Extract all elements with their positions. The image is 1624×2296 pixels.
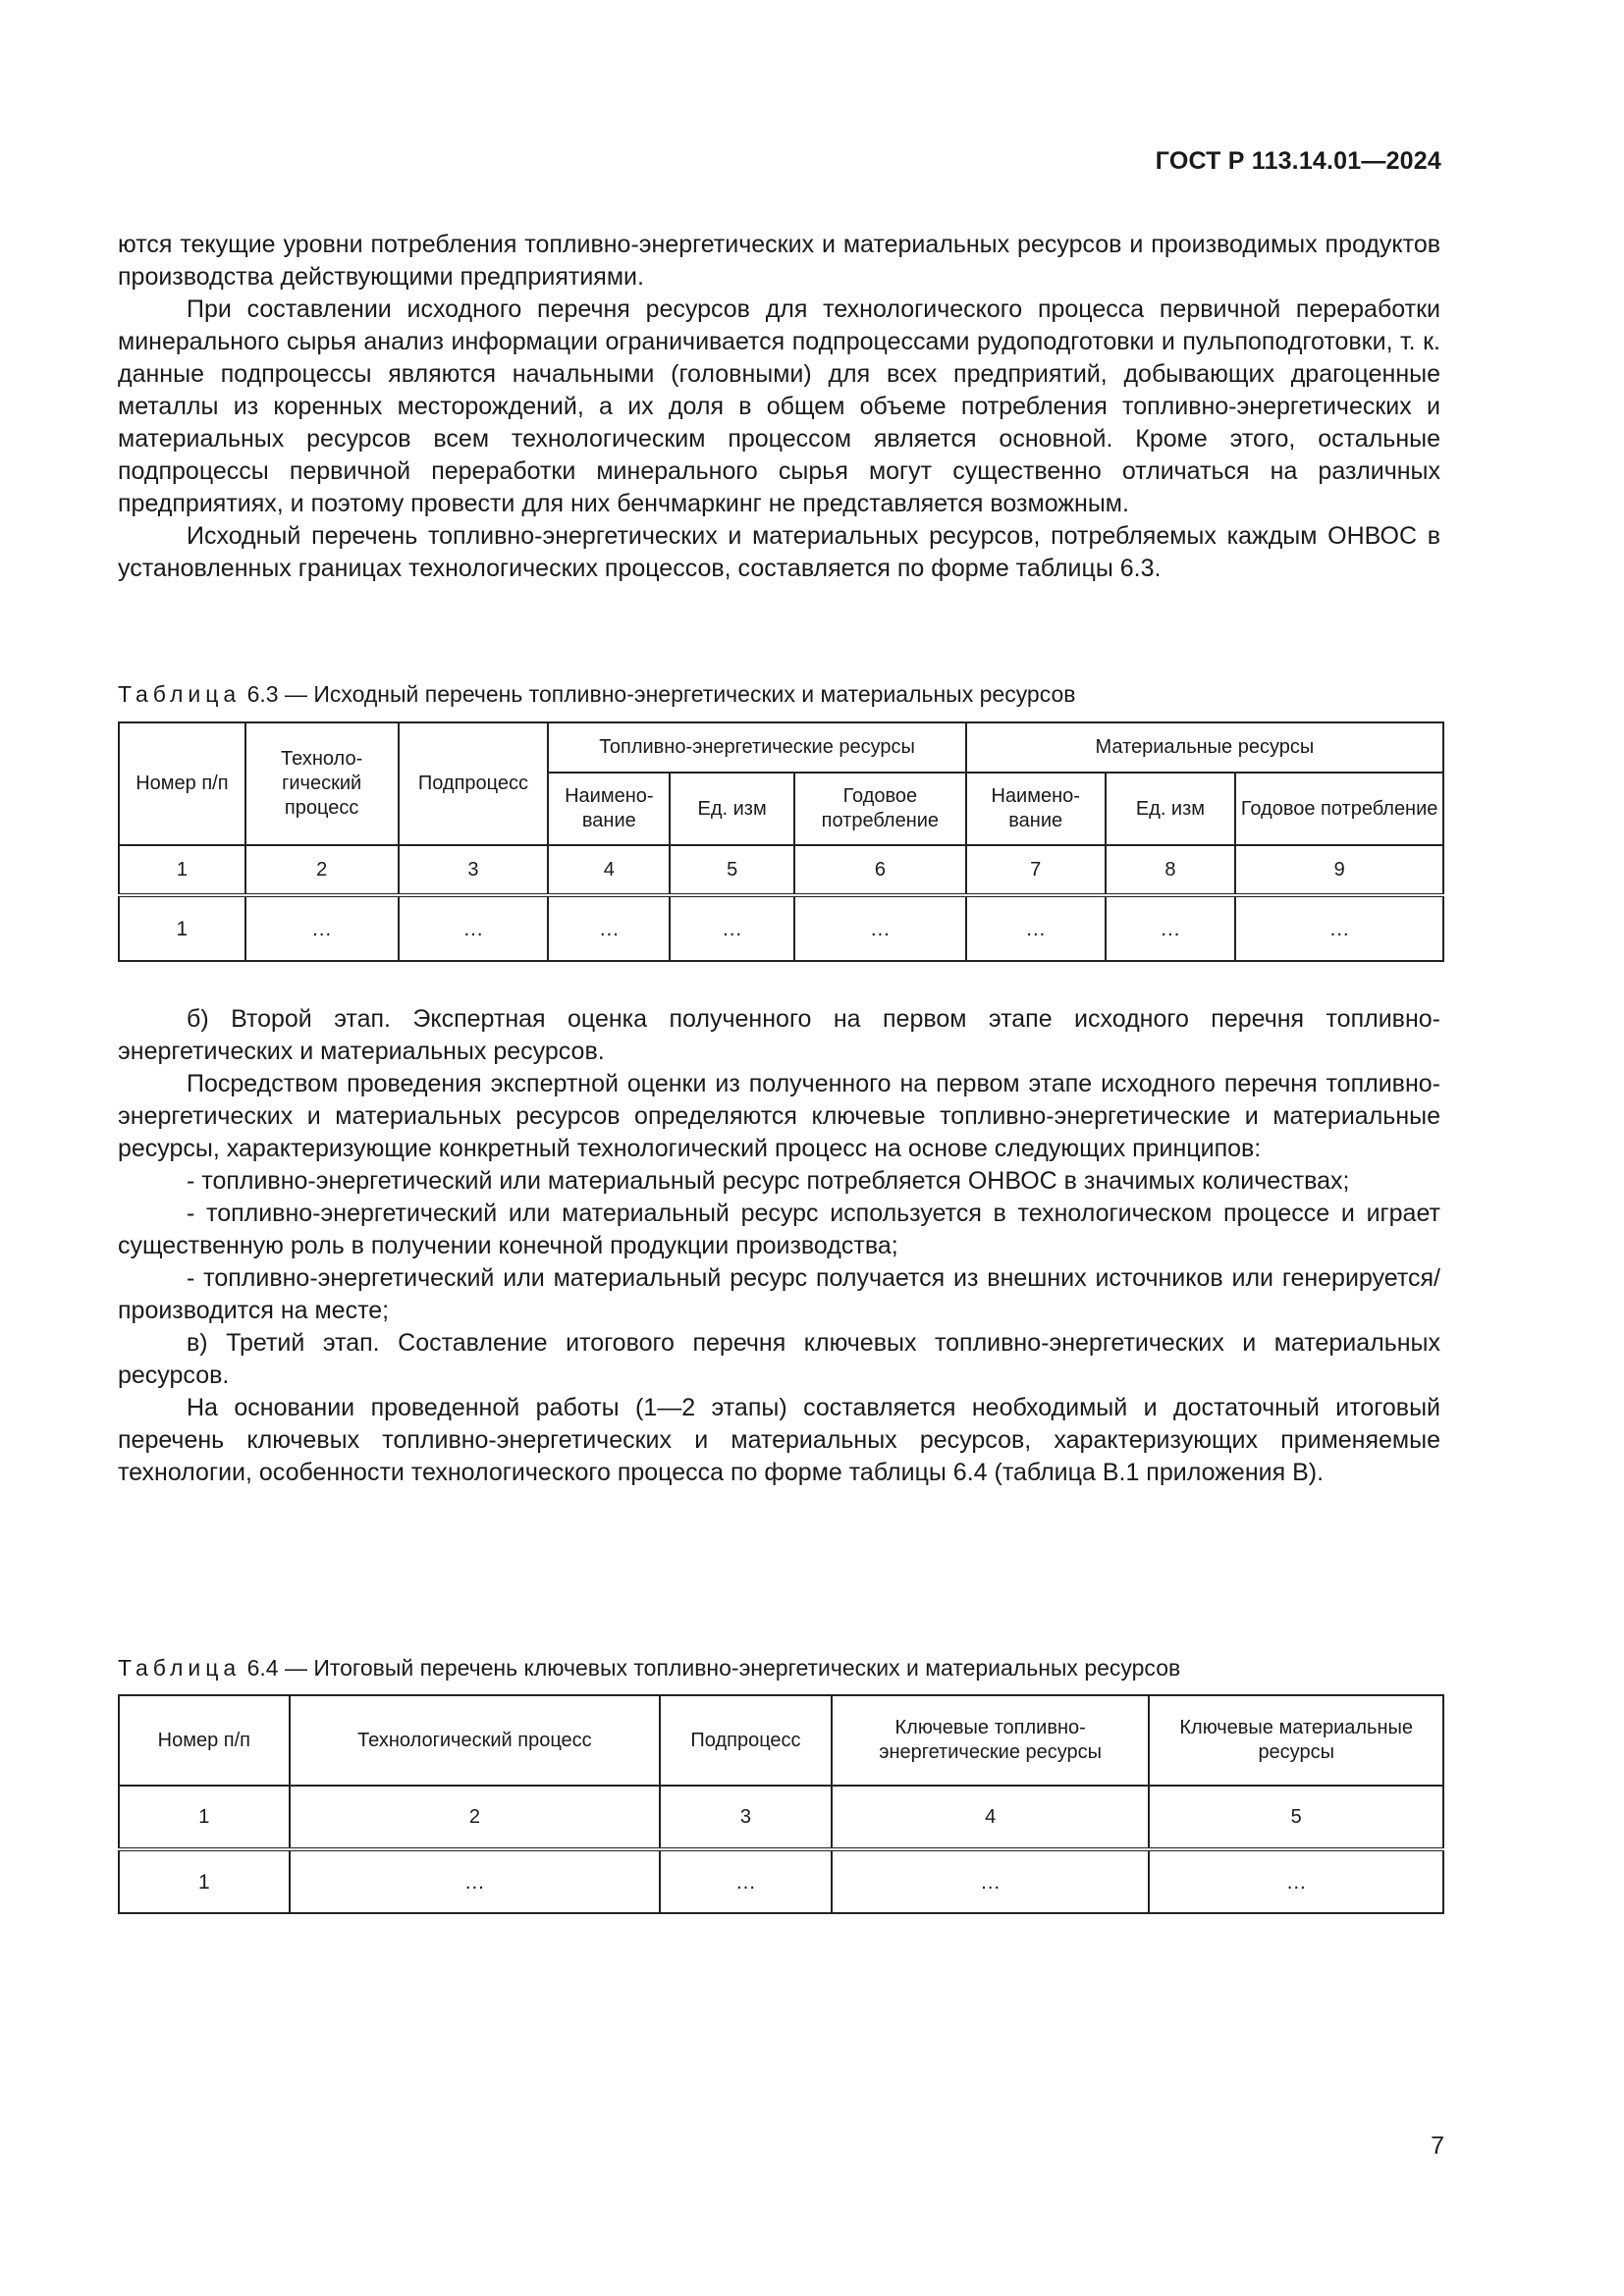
paragraph-second-stage: б) Второй этап. Экспертная оценка полученного на первом этапе исходного перечня топливно-энергетических и материальных ресурсов. [118,1005,1440,1065]
table-caption-label: Таблица [118,681,242,707]
header-fuel-name: Наимено-вание [548,773,670,845]
table-cell: 1 [119,895,245,961]
header-process: Техноло-гический процесс [245,722,399,845]
header-fuel-energy-resources: Топливно-энергетические ресурсы [548,722,965,773]
table-cell: 1 [119,1849,290,1913]
column-number: 1 [119,1786,290,1849]
header-subprocess: Подпроцесс [660,1695,832,1786]
page-number: 7 [1431,2132,1444,2160]
table-cell: … [966,895,1106,961]
header-subprocess: Подпроцесс [399,722,549,845]
table-caption-text: 6.4 — Итоговый перечень ключевых топливно-энергетических и материальных ресурсов [246,1655,1181,1681]
table-6-4-caption [118,1655,1180,1682]
header-material-name: Наимено-вание [966,773,1106,845]
table-row [119,1849,1443,1913]
table-cell: … [245,895,399,961]
paragraph-initial-list-analysis: При составлении исходного перечня ресурсов для технологического процесса первичной переработки минерального сырья анализ информации ограничивается подпроцессами рудоподготовки и пульпоподготовки, т. к. данные подпроцессы являются начальными (головными) для всех предприятий, добывающих драгоценные металлы из коренных месторождений, а их доля в общем объеме потребления топливно-энергетических и материальных ресурсов всем технологическим процессом является основной. Кроме этого, остальные подпроцессы первичной переработки минерального сырья могут существенно отличаться на различных предприятиях, и поэтому провести для них бенчмаркинг не представляется возможным. [118,295,1440,517]
table-6-4 [118,1694,1444,1914]
paragraph-table-6-3-reference: Исходный перечень топливно-энергетических и материальных ресурсов, потребляемых каждым ОНВОС в установленных границах технологических процессов, составляется по форме таблицы 6.3. [118,522,1440,582]
column-number: 6 [794,845,966,895]
paragraph-third-stage: в) Третий этап. Составление итогового перечня ключевых топливно-энергетических и материальных ресурсов. [118,1329,1440,1389]
list-item-significant-quantities: - топливно-энергетический или материальный ресурс потребляется ОНВОС в значимых количествах; [187,1167,1350,1195]
table-caption-label: Таблица [118,1655,242,1681]
header-material-annual: Годовое потребление [1235,773,1443,845]
header-fuel-unit: Ед. изм [670,773,794,845]
paragraph-continuation: ются текущие уровни потребления топливно-энергетических и материальных ресурсов и производимых продуктов производства действующими предприятиями. [118,231,1440,291]
table-6-3 [118,721,1444,962]
table-cell: … [670,895,794,961]
table-cell: … [794,895,966,961]
stages-text-block [118,1003,1440,1489]
column-number: 3 [399,845,549,895]
table-cell: … [1106,895,1236,961]
column-number: 4 [548,845,670,895]
intro-text-block [118,229,1440,585]
table-cell: … [290,1849,660,1913]
column-number: 5 [1149,1786,1443,1849]
header-number: Номер п/п [119,722,245,845]
header-material-unit: Ед. изм [1106,773,1236,845]
column-number: 7 [966,845,1106,895]
table-cell: … [1235,895,1443,961]
column-numbers-row [119,845,1443,895]
table-cell: … [832,1849,1150,1913]
paragraph-expert-assessment: Посредством проведения экспертной оценки из полученного на первом этапе исходного перечня топливно-энергетических и материальных ресурсов определяются ключевые топливно-энергетические и материальные ресурсы, характеризующие конкретный технологический процесс на основе следующих принципов: [118,1070,1440,1162]
header-process: Технологический процесс [290,1695,660,1786]
column-number: 9 [1235,845,1443,895]
column-number: 3 [660,1786,832,1849]
table-6-3-caption [118,681,1076,708]
column-number: 2 [245,845,399,895]
table-cell: … [1149,1849,1443,1913]
document-code-header: ГОСТ Р 113.14.01—2024 [1155,147,1441,175]
header-fuel-annual: Годовое потребление [794,773,966,845]
table-cell: … [548,895,670,961]
column-number: 1 [119,845,245,895]
header-key-material-resources: Ключевые материальные ресурсы [1149,1695,1443,1786]
header-material-resources: Материальные ресурсы [966,722,1443,773]
table-caption-text: 6.3 — Исходный перечень топливно-энергетических и материальных ресурсов [246,681,1076,707]
column-number: 4 [832,1786,1150,1849]
list-item-external-sources: - топливно-энергетический или материальный ресурс получается из внешних источников или генерируется/производится на месте; [118,1264,1440,1324]
table-cell: … [399,895,549,961]
table-row [119,895,1443,961]
paragraph-final-list: На основании проведенной работы (1—2 этапы) составляется необходимый и достаточный итоговый перечень ключевых топливно-энергетических и материальных ресурсов, характеризующих применяемые технологии, особенности технологического процесса по форме таблицы 6.4 (таблица В.1 приложения В). [118,1394,1440,1486]
list-item-essential-role: - топливно-энергетический или материальный ресурс используется в технологическом процессе и играет существенную роль в получении конечной продукции производства; [118,1200,1440,1259]
column-number: 2 [290,1786,660,1849]
header-key-fuel-resources: Ключевые топливно-энергетические ресурсы [832,1695,1150,1786]
table-cell: … [660,1849,832,1913]
column-number: 8 [1106,845,1236,895]
column-numbers-row [119,1786,1443,1849]
header-number: Номер п/п [119,1695,290,1786]
column-number: 5 [670,845,794,895]
